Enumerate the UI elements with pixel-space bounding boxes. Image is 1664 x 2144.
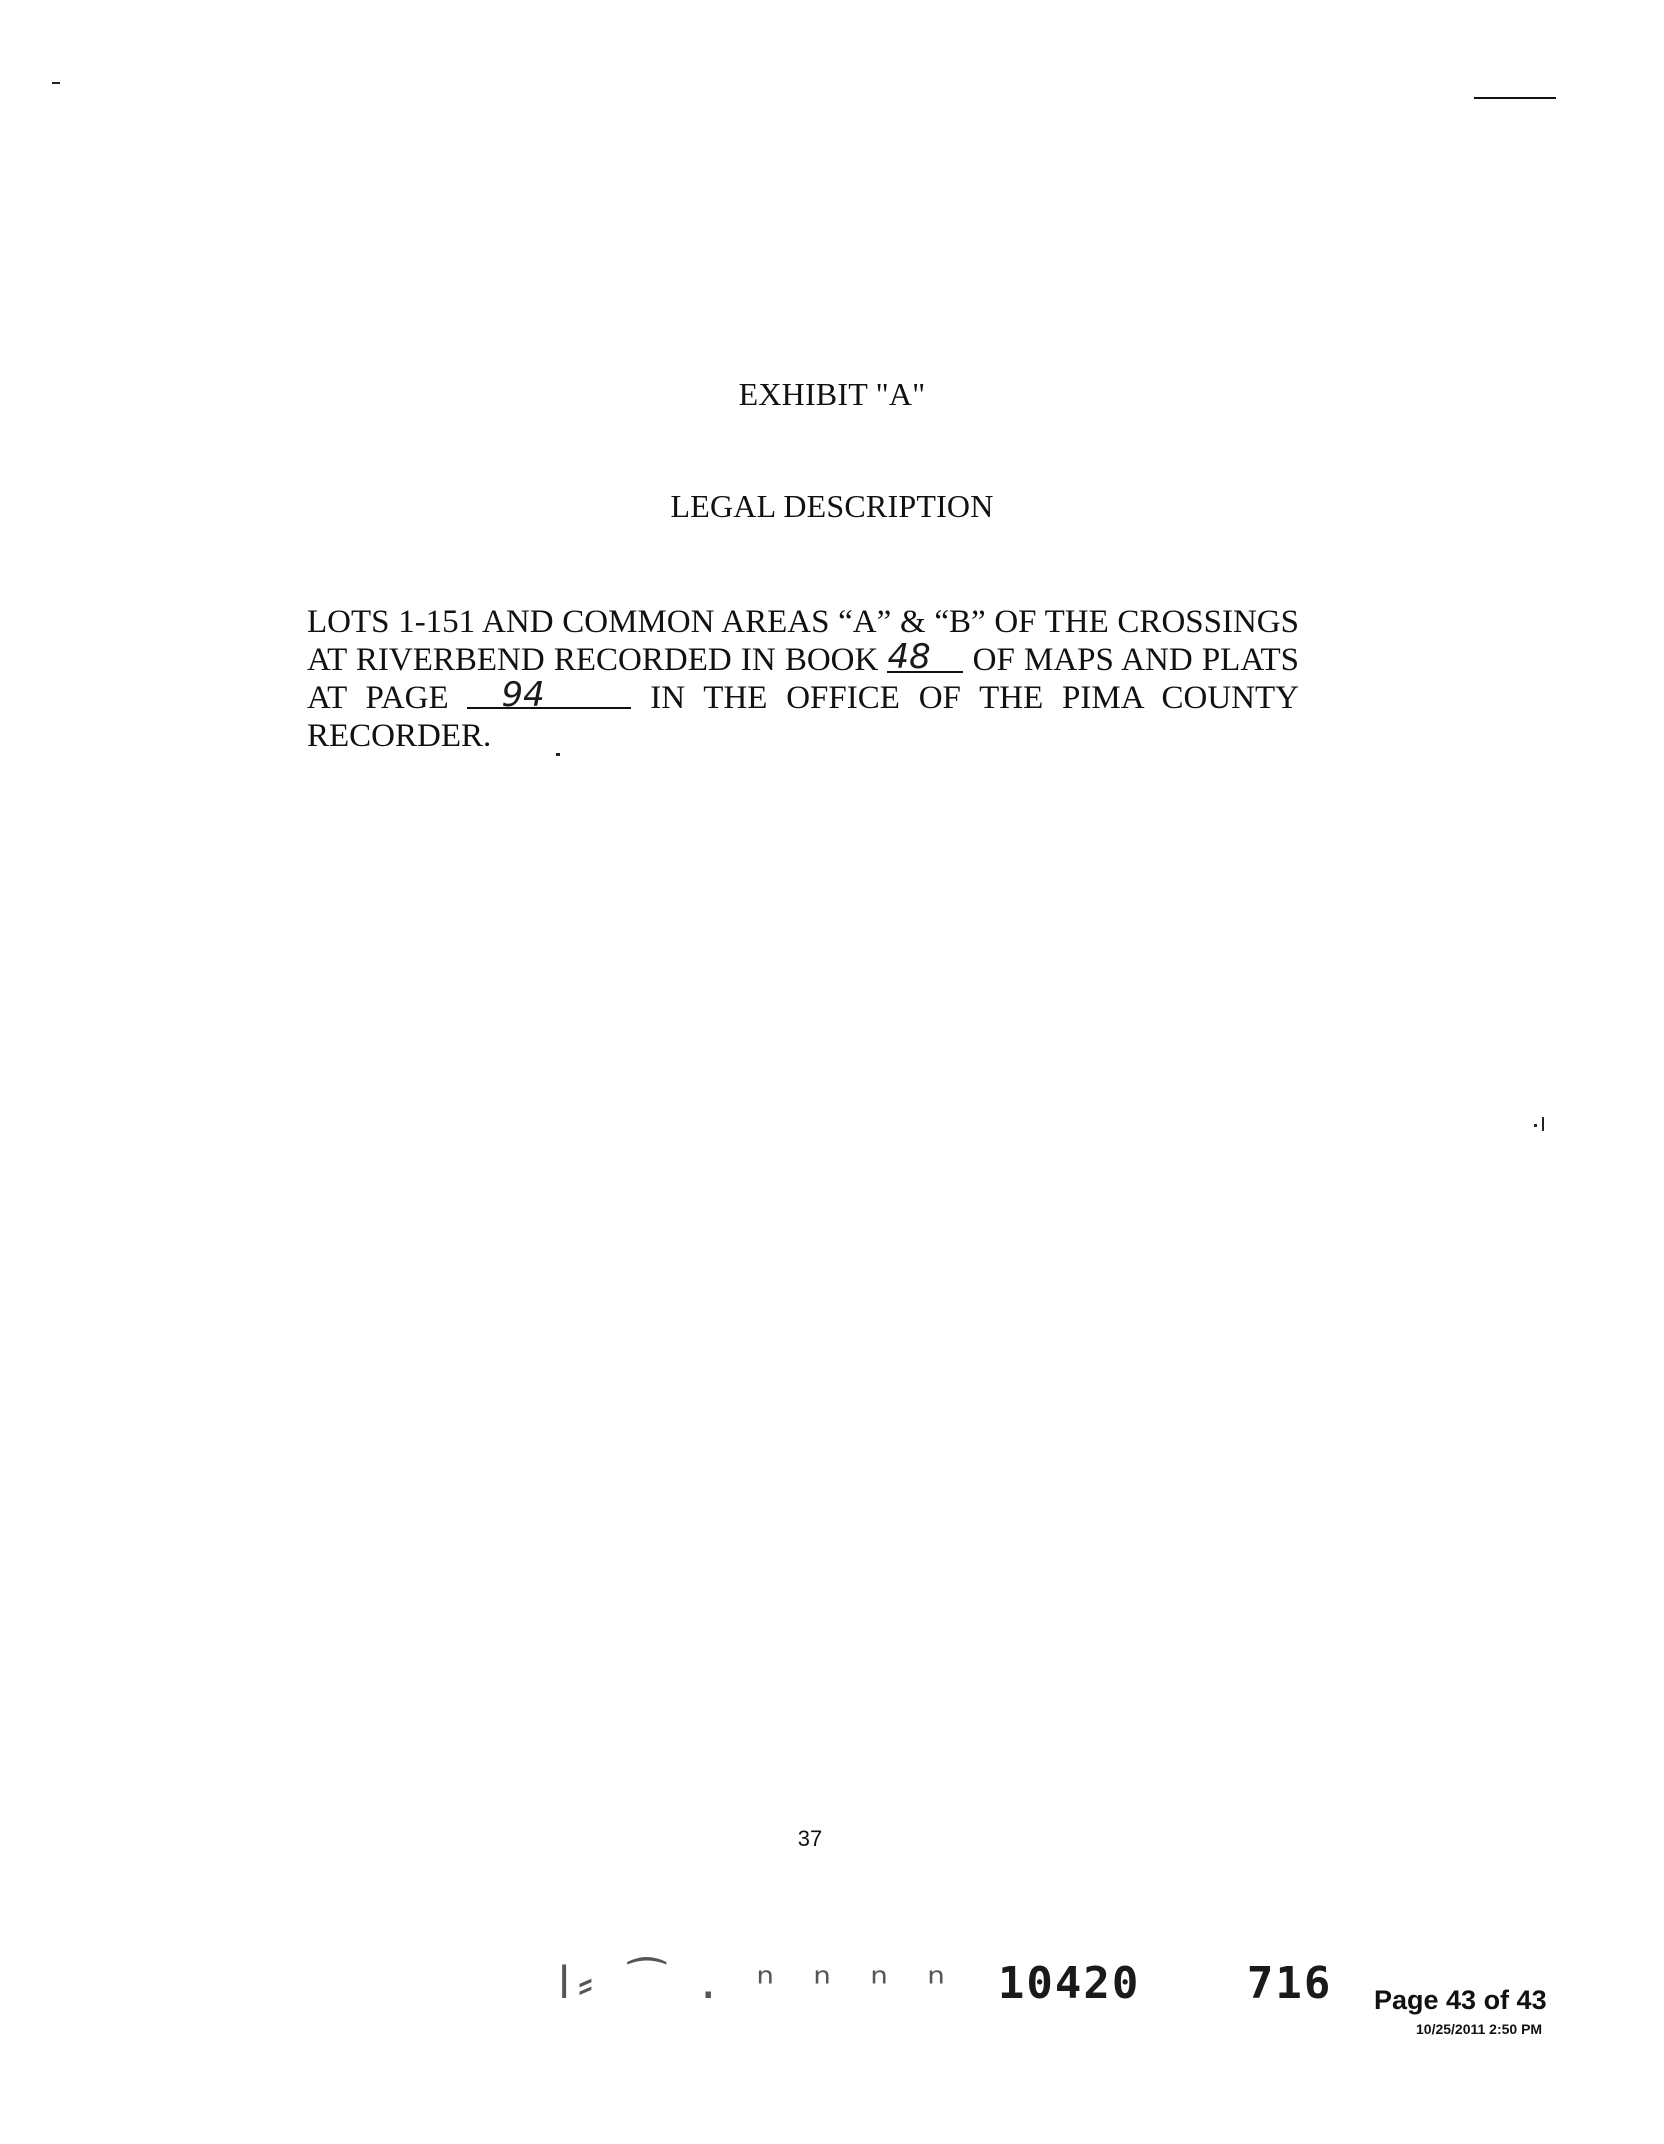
line2-text-after: OF MAPS AND PLATS xyxy=(972,642,1300,678)
page-number-handwritten: 94 xyxy=(501,675,545,715)
scan-speck xyxy=(1542,1117,1544,1131)
scan-speck xyxy=(556,753,560,756)
recording-document-page: 716 xyxy=(1246,1958,1333,2009)
line3-text-before: AT PAGE xyxy=(307,680,449,716)
section-title: LEGAL DESCRIPTION xyxy=(670,488,994,524)
print-timestamp: 10/25/2011 2:50 PM xyxy=(1416,2021,1543,2037)
recording-document-number: 10420 xyxy=(997,1958,1141,2009)
exhibit-title: EXHIBIT "A" xyxy=(738,376,926,412)
book-number-handwritten: 48 xyxy=(887,637,931,677)
page-counter: Page 43 of 43 xyxy=(1374,1985,1547,2015)
footer-page-number: 37 xyxy=(797,1826,823,1851)
scan-speck xyxy=(1534,1124,1537,1127)
recording-stamp-faded-code: ⅼ⸗ ⁀ . ⁿ ⁿ ⁿ ⁿ xyxy=(558,1958,952,2009)
legal-description-line-2 xyxy=(307,637,1300,679)
top-rule-line xyxy=(1474,97,1556,99)
recording-stamp xyxy=(558,1958,1332,2012)
legal-description-line-1: LOTS 1-151 AND COMMON AREAS “A” & “B” OF THE CROSSINGS xyxy=(307,604,1299,640)
line3-text-after: IN THE OFFICE OF THE PIMA COUNTY xyxy=(650,680,1299,716)
legal-description-line-4: RECORDER. xyxy=(307,718,492,754)
scan-speck xyxy=(52,82,60,84)
page-number-blank xyxy=(467,675,631,715)
line2-text-before: AT RIVERBEND RECORDED IN BOOK xyxy=(307,642,879,678)
book-number-blank xyxy=(887,637,963,677)
legal-description-line-3 xyxy=(307,675,1299,717)
